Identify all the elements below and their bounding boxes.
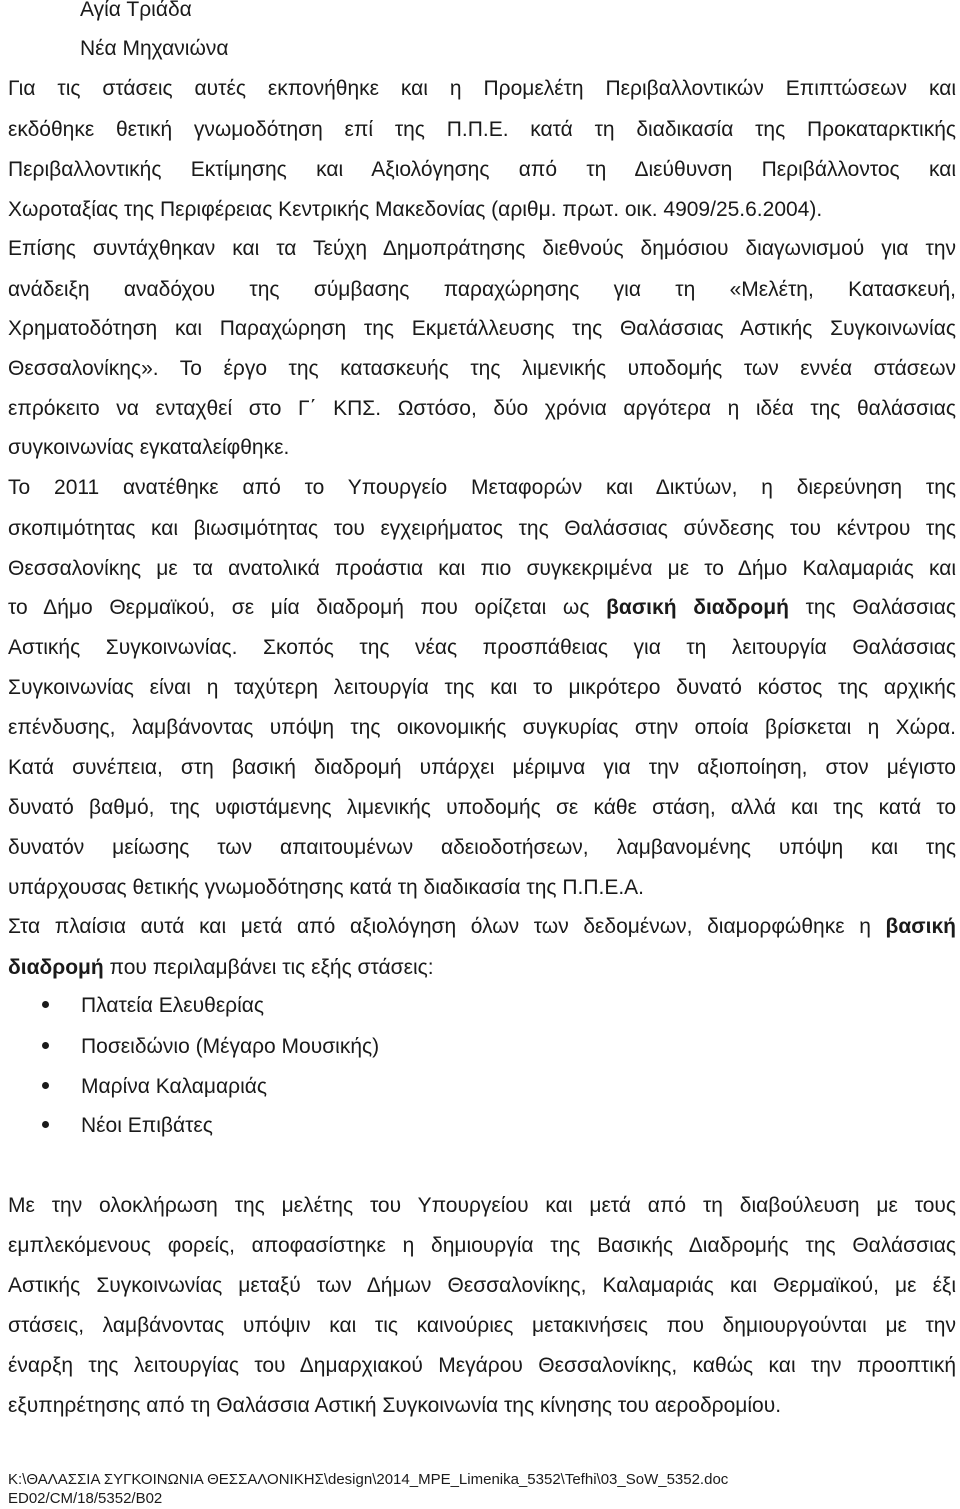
list-item: Πλατεία Ελευθερίας: [81, 994, 265, 1017]
list-item: Νέοι Επιβάτες: [81, 1114, 213, 1137]
list-item: Μαρίνα Καλαμαριάς: [81, 1075, 268, 1098]
paragraph-2-line: Αστικής Συγκοινωνίας. Σκοπός της νέας προσπάθειας για τη λειτουργία Θαλάσσιας: [8, 636, 956, 659]
paragraph-1-line: Χωροταξίας της Περιφέρειας Κεντρικής Μακεδονίας (αριθμ. πρωτ. οικ. 4909/25.6.2004).: [8, 198, 823, 221]
paragraph-3-text: Στα πλαίσια αυτά και μετά από αξιολόγηση όλων των δεδομένων, διαμορφώθηκε η: [8, 915, 886, 938]
basic-route-emphasis: διαδρομή: [8, 956, 104, 979]
paragraph-3-line: [8, 915, 956, 939]
paragraph-2-line: Το 2011 ανατέθηκε από το Υπουργείο Μεταφορών και Δικτύων, η διερεύνηση της: [8, 476, 956, 499]
paragraph-2-line: [8, 596, 956, 620]
paragraph-2-line: Συγκοινωνίας είναι η ταχύτερη λειτουργία της και το μικρότερο δυνατό κόστος της αρχικής: [8, 676, 956, 699]
paragraph-2-text: το Δήμο Θερμαϊκού, σε μία διαδρομή που ορίζεται ως: [8, 596, 607, 619]
paragraph-1-line: Περιβαλλοντικής Εκτίμησης και Αξιολόγησης από τη Διεύθυνση Περιβάλλοντος και: [8, 158, 956, 181]
paragraph-2-text: της Θαλάσσιας: [788, 596, 956, 619]
paragraph-2-line: Κατά συνέπεια, στη βασική διαδρομή υπάρχει μέριμνα για την αξιοποίηση, στον μέγιστο: [8, 756, 956, 779]
bullet-icon: [42, 1082, 49, 1089]
header-line-1: Αγία Τριάδα: [80, 0, 192, 21]
paragraph-1-line: επρόκειτο να ενταχθεί στο Γ΄ ΚΠΣ. Ωστόσο, δύο χρόνια αργότερα η ιδέα της θαλάσσιας: [8, 397, 956, 420]
paragraph-1-line: Επίσης συντάχθηκαν και τα Τεύχη Δημοπράτησης διεθνούς δημόσιου διαγωνισμού για την: [8, 237, 956, 260]
basic-route-emphasis: βασική διαδρομή: [606, 596, 789, 619]
footer-file-path: K:\ΘΑΛΑΣΣΙΑ ΣΥΓΚΟΙΝΩΝΙΑ ΘΕΣΣΑΛΟΝΙΚΗΣ\design\2014_MPE_Limenika_5352\Tefhi\03_SoW_5352.doc: [8, 1471, 729, 1488]
paragraph-4-line: εξυπηρέτησης από τη Θαλάσσια Αστική Συγκοινωνία της κίνησης του αεροδρομίου.: [8, 1394, 782, 1417]
paragraph-3-line: [8, 956, 434, 980]
paragraph-4-line: εμπλεκόμενους φορείς, αποφασίστηκε η δημιουργία της Βασικής Διαδρομής της Θαλάσσιας: [8, 1234, 956, 1257]
paragraph-1-line: εκδόθηκε θετική γνωμοδότηση επί της Π.Π.Ε. κατά τη διαδικασία της Προκαταρκτικής: [8, 118, 956, 141]
header-line-2: Νέα Μηχανιώνα: [80, 37, 229, 60]
paragraph-4-line: Αστικής Συγκοινωνίας μεταξύ των Δήμων Θεσσαλονίκης, Καλαμαριάς και Θερμαϊκού, με έξι: [8, 1274, 956, 1297]
paragraph-3-text: που περιλαμβάνει τις εξής στάσεις:: [103, 956, 434, 979]
paragraph-2-line: δυνατόν μείωσης των απαιτουμένων αδειοδοτήσεων, λαμβανομένης υπόψη και της: [8, 836, 956, 859]
footer-document-code: ED02/CM/18/5352/B02: [8, 1490, 163, 1507]
paragraph-1-line: ανάδειξη αναδόχου της σύμβασης παραχώρησης για τη «Μελέτη, Κατασκευή,: [8, 278, 956, 301]
bullet-icon: [42, 1001, 49, 1008]
paragraph-2-line: σκοπιμότητας και βιωσιμότητας του εγχειρήματος της Θαλάσσιας σύνδεσης του κέντρου της: [8, 517, 956, 540]
paragraph-4-line: έναρξη της λειτουργίας του Δημαρχιακού Μεγάρου Θεσσαλονίκης, καθώς και την προοπτική: [8, 1354, 956, 1377]
paragraph-4-line: στάσεις, λαμβάνοντας υπόψιν και τις καινούριες μετακινήσεις που δημιουργούνται με την: [8, 1314, 956, 1337]
bullet-icon: [42, 1042, 49, 1049]
paragraph-2-line: Θεσσαλονίκης με τα ανατολικά προάστια και πιο συγκεκριμένα με το Δήμο Καλαμαριάς και: [8, 557, 956, 580]
paragraph-2-line: δυνατό βαθμό, της υφιστάμενης λιμενικής υποδομής σε κάθε στάση, αλλά και της κατά το: [8, 796, 956, 819]
paragraph-2-line: υπάρχουσας θετικής γνωμοδότησης κατά τη διαδικασία της Π.Π.Ε.Α.: [8, 876, 645, 899]
bullet-icon: [42, 1121, 49, 1128]
basic-route-emphasis: βασική: [885, 915, 956, 938]
paragraph-1-line: Χρηματοδότηση και Παραχώρηση της Εκμετάλλευσης της Θαλάσσιας Αστικής Συγκοινωνίας: [8, 317, 956, 340]
paragraph-1-line: Θεσσαλονίκης». Το έργο της κατασκευής της λιμενικής υποδομής των εννέα στάσεων: [8, 357, 956, 380]
paragraph-4-line: Με την ολοκλήρωση της μελέτης του Υπουργείου και μετά από τη διαβούλευση με τους: [8, 1194, 956, 1217]
paragraph-1-line: συγκοινωνίας εγκαταλείφθηκε.: [8, 436, 290, 459]
paragraph-1-line: Για τις στάσεις αυτές εκπονήθηκε και η Προμελέτη Περιβαλλοντικών Επιπτώσεων και: [8, 77, 956, 100]
list-item: Ποσειδώνιο (Μέγαρο Μουσικής): [81, 1035, 380, 1058]
paragraph-2-line: επένδυσης, λαμβάνοντας υπόψη της οικονομικής συγκυρίας στην οποία βρίσκεται η Χώρα.: [8, 716, 956, 739]
